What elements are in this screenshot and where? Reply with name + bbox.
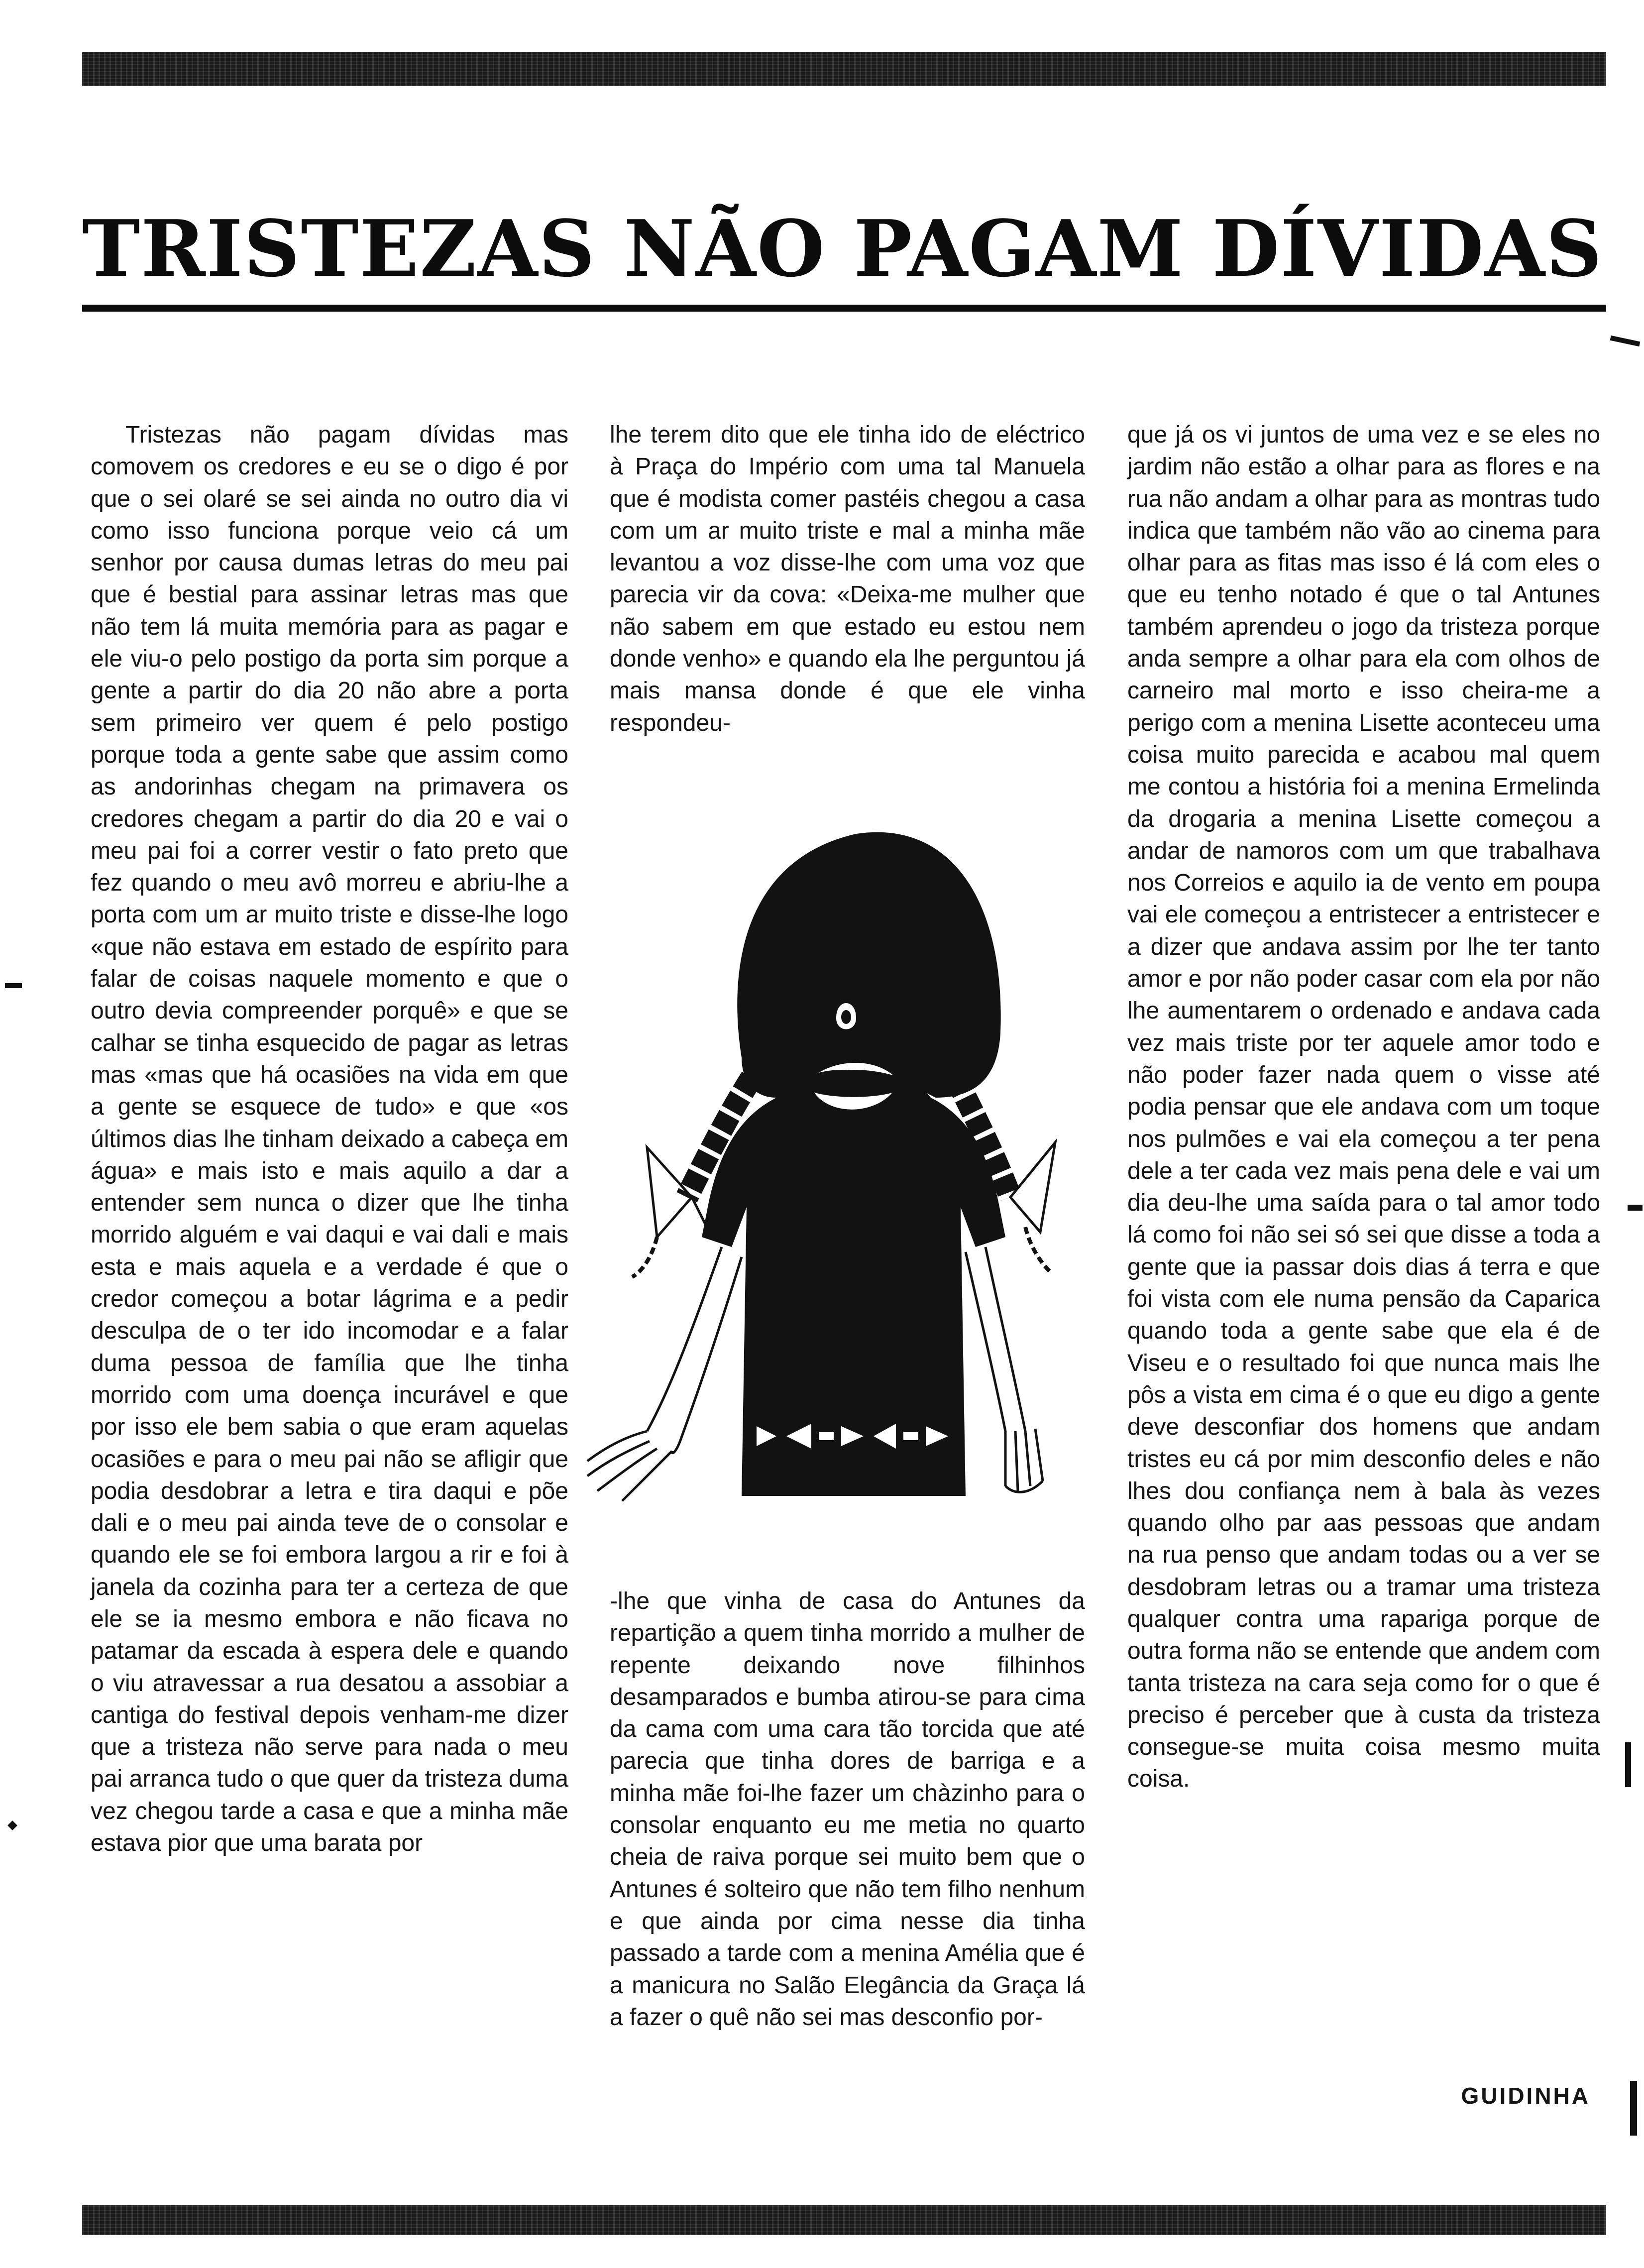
scan-mark [1628, 1205, 1643, 1211]
scan-mark [1630, 2081, 1637, 2136]
headline: TRISTEZAS NÃO PAGAM DÍVIDAS [82, 203, 1603, 294]
girl-illustration [577, 799, 1125, 1546]
article-column-3: que já os vi juntos de uma vez e se eles no jardim não estão a olhar para as flores e na rua não andam a olhar para as montras tudo indica que também não vão ao cinema para olhar para as fitas mas isso é lá com eles o que eu tenho notado é que o tal Antunes também aprendeu o jogo da tristeza porque anda sempre a olhar para ela com olhos de carneiro mal morto e isso cheira-me a perigo com a menina Lisette aconteceu uma coisa muito parecida e acabou mal quem me contou a história foi a menina Ermelinda da drogaria a menina Lisette começou a andar de namoros com um que trabalhava nos Correios e aquilo ia de vento em poupa vai ele começou a entristecer a entristecer e a dizer que andava assim por lhe ter tanto amor e por não poder casar com ela por não lhe aumentarem o ordenado e andava cada vez mais triste por ter aquele amor todo e não poder fazer nada quem o visse até podia pensar que ele andava com um toque nos pulmões e vai ela começou a ter pena dele a ter cada vez mais pena dele e vai um dia deu-lhe uma saída para o tal amor todo lá como foi não sei só sei que disse a toda a gente que ia passar dois dias á terra e que foi vista com ele numa pensão da Caparica quando toda a gente sabe que ela é de Viseu e o resultado foi que nunca mais lhe pôs a vista em cima é o que eu digo a gente deve desconfiar dos homens que andam tristes eu cá por mim desconfio deles e não lhes dou confiança nem à bala às vezes quando olho par aas pessoas que andam na rua penso que andam todas ou a ver se desdobram letras ou a tramar uma tristeza qualquer contra uma rapariga porque de outra forma não se entende que andem com tanta tristeza na cara seja como for o que é preciso é perceber que à custa da tristeza consegue-se muita coisa mesmo muita coisa. [1127, 422, 1600, 1793]
article-column-2-top: lhe terem dito que ele tinha ido de eléctrico à Praça do Império com uma tal Manuela que é modista comer pastéis chegou a casa com um ar muito triste e mal a minha mãe levantou a voz disse-lhe com uma voz que parecia vir da cova: «Deixa-me mulher que não sabem em que estado eu estou nem donde venho» e quando ela lhe perguntou já mais mansa donde é que ele vinha respondeu- [610, 422, 1085, 736]
author-signature: GUIDINHA [1461, 2083, 1590, 2109]
scan-mark [1610, 336, 1641, 346]
top-halftone-band [82, 52, 1606, 86]
hair [737, 832, 1000, 1098]
scan-mark [1625, 1742, 1631, 1787]
scan-mark [5, 983, 22, 988]
scan-mark [7, 1820, 17, 1830]
article-column-2-bottom: -lhe que vinha de casa do Antunes da repartição a quem tinha morrido a mulher de repente deixando nove filhinhos desamparados e bumba atirou-se para cima da cama com uma cara tão torcida que até parecia que tinha dores de barriga e a minha mãe foi-lhe fazer um chàzinho para o consolar enquanto eu me metia no quarto cheia de raiva porque sei muito bem que o Antunes é solteiro que não tem filho nenhum e que ainda por cima nesse dia tinha passado a tarde com a menina Amélia que é a manicura no Salão Elegância da Graça lá a fazer o quê não sei mas desconfio por- [610, 1588, 1085, 2031]
face-mouth [836, 1003, 856, 1029]
dress [702, 1070, 1005, 1496]
bottom-halftone-band [82, 2205, 1606, 2235]
headline-rule [82, 305, 1606, 312]
article-column-1: Tristezas não pagam dívidas mas comovem os credores e eu se o digo é por que o sei olaré se sei ainda no outro dia vi como isso funciona porque veio cá um senhor por causa dumas letras do meu pai que é bestial para assinar letras mas que não tem lá muita memória para as pagar e ele viu-o pelo postigo da porta sim porque a gente a partir do dia 20 não abre a porta sem primeiro ver quem é pelo postigo porque toda a gente sabe que assim como as andorinhas chegam na primavera os credores chegam a partir do dia 20 e vai o meu pai foi a correr vestir o fato preto que fez quando o meu avô morreu e abriu-lhe a porta com um ar muito triste e disse-lhe logo «que não estava em estado de espírito para falar de coisas naquele momento e que o outro devia compreender porquê» e que se calhar se tinha esquecido de pagar as letras mas «mas que há ocasiões na vida em que a gente se esquece de tudo» e que «os últimos dias lhe tinham deixado a cabeça em água» e mais isto e mais aquilo a dar a entender sem nunca o dizer que lhe tinha morrido alguém e vai daqui e vai dali e mais esta e mais aquela e a verdade é que o credor começou a botar lágrima e a pedir desculpa de o ter ido incomodar e a falar duma pessoa de família que lhe tinha morrido com uma doença incurável e que por isso ele bem sabia o que eram aquelas ocasiões e para o meu pai não se afligir que podia desdobrar a letra e tira daqui e põe dali e o meu pai ainda teve de o consolar e quando ele se foi embora largou a rir e foi à janela da cozinha para ter a certeza de que ele se ia mesmo embora e não ficava no patamar da escada à espera dele e quando o viu atravessar a rua desatou a assobiar a cantiga do festival depois venham-me dizer que a tristeza não serve para nada o meu pai arranca tudo o que quer da tristeza duma vez chegou tarde a casa e que a minha mãe estava pior que uma barata por [91, 422, 568, 1857]
